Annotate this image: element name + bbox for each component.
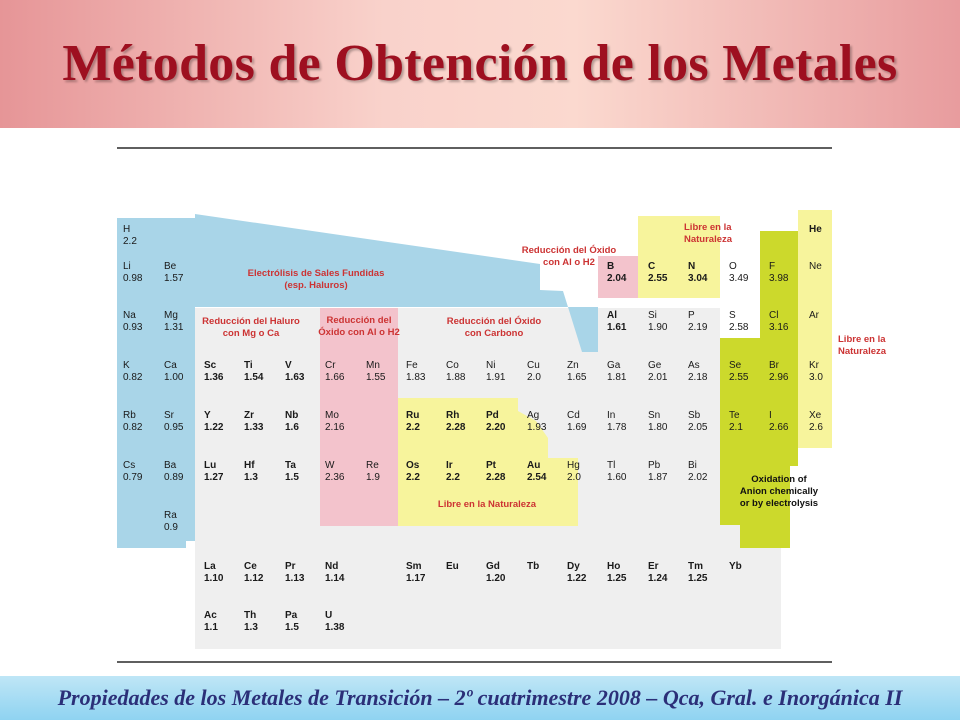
element-symbol: Ce <box>244 561 257 572</box>
element-electronegativity: 2.20 <box>486 422 506 433</box>
element-electronegativity: 1.12 <box>244 573 264 584</box>
element-symbol: Ge <box>648 360 662 371</box>
element-electronegativity: 0.9 <box>164 522 178 533</box>
element-electronegativity: 2.2 <box>406 422 420 433</box>
element-symbol: Ne <box>809 261 822 272</box>
element-pa <box>285 610 299 633</box>
element-electronegativity: 1.80 <box>648 422 668 433</box>
title-banner <box>0 0 960 128</box>
element-symbol: Ru <box>406 410 420 421</box>
element-electronegativity: 0.89 <box>164 472 184 483</box>
element-electronegativity: 1.81 <box>607 372 627 383</box>
element-symbol: Te <box>729 410 740 421</box>
region-label-line: Anion chemically <box>739 486 819 497</box>
element-electronegativity: 1.87 <box>648 472 668 483</box>
element-electronegativity: 2.01 <box>648 372 668 383</box>
element-electronegativity: 1.5 <box>285 622 299 633</box>
element-electronegativity: 1.54 <box>244 372 264 383</box>
element-symbol: Hf <box>244 460 255 471</box>
region-label-free-top <box>684 222 733 245</box>
element-symbol: As <box>688 360 700 371</box>
element-symbol: Ga <box>607 360 621 371</box>
region-label-oxide-al-h2 <box>318 315 399 338</box>
element-symbol: O <box>729 261 737 272</box>
element-symbol: U <box>325 610 333 621</box>
element-hg <box>567 460 581 483</box>
element-electronegativity: 0.82 <box>123 372 143 383</box>
element-electronegativity: 1.69 <box>567 422 587 433</box>
element-electronegativity: 1.57 <box>164 273 184 284</box>
element-symbol: Br <box>769 360 779 371</box>
element-electronegativity: 1.10 <box>204 573 224 584</box>
element-symbol: Au <box>527 460 541 471</box>
region-label-line: or by electrolysis <box>739 498 819 509</box>
element-electronegativity: 2.1 <box>729 422 743 433</box>
element-symbol: Be <box>164 261 177 272</box>
element-symbol: Ca <box>164 360 177 371</box>
element-s <box>729 310 749 333</box>
element-electronegativity: 1.25 <box>607 573 627 584</box>
element-electronegativity: 1.61 <box>607 322 627 333</box>
element-symbol: Na <box>123 310 136 321</box>
region-label-line: Libre en la <box>838 334 886 345</box>
element-symbol: Sn <box>648 410 661 421</box>
element-symbol: Lu <box>204 460 217 471</box>
element-electronegativity: 1.14 <box>325 573 345 584</box>
element-symbol: Sc <box>204 360 217 371</box>
region-label-line: con Al o H2 <box>543 257 595 268</box>
element-electronegativity: 0.79 <box>123 472 143 483</box>
element-symbol: P <box>688 310 695 321</box>
element-symbol: Ag <box>527 410 540 421</box>
region-label-line: Reducción del Óxido <box>521 245 617 256</box>
element-electronegativity: 1.13 <box>285 573 305 584</box>
region-label-line: Reducción del <box>326 315 392 326</box>
element-electronegativity: 1.6 <box>285 422 299 433</box>
element-electronegativity: 2.16 <box>325 422 345 433</box>
element-symbol: Li <box>123 261 131 272</box>
periodic-table-diagram <box>0 128 960 676</box>
element-electronegativity: 2.28 <box>486 472 506 483</box>
element-symbol: Re <box>366 460 379 471</box>
lanthanide-actinide-background <box>195 525 781 649</box>
element-symbol: Cd <box>567 410 580 421</box>
element-yb <box>729 561 742 572</box>
element-electronegativity: 1.66 <box>325 372 345 383</box>
element-electronegativity: 2.36 <box>325 472 345 483</box>
element-symbol: Sr <box>164 410 174 421</box>
element-symbol: Rb <box>123 410 136 421</box>
element-electronegativity: 1.93 <box>527 422 547 433</box>
element-electronegativity: 1.5 <box>285 472 299 483</box>
element-electronegativity: 0.82 <box>123 422 143 433</box>
element-symbol: Eu <box>446 561 459 572</box>
element-symbol: H <box>123 224 131 235</box>
element-symbol: B <box>607 261 615 272</box>
element-symbol: He <box>809 224 822 235</box>
element-electronegativity: 2.28 <box>446 422 466 433</box>
element-symbol: Pt <box>486 460 496 471</box>
element-re <box>366 460 380 483</box>
element-symbol: Cl <box>769 310 779 321</box>
element-symbol: Pa <box>285 610 298 621</box>
element-electronegativity: 1.20 <box>486 573 506 584</box>
region-label-line: Libre en la <box>684 222 732 233</box>
element-symbol: Yb <box>729 561 742 572</box>
element-symbol: Hg <box>567 460 580 471</box>
element-electronegativity: 1.38 <box>325 622 345 633</box>
element-electronegativity: 1.3 <box>244 622 258 633</box>
element-electronegativity: 2.2 <box>123 236 137 247</box>
element-symbol: Fe <box>406 360 418 371</box>
region-label-line: Oxidation of <box>751 474 807 485</box>
element-electronegativity: 0.98 <box>123 273 143 284</box>
element-symbol: Ra <box>164 510 177 521</box>
region-label-anion-oxidation <box>740 474 819 509</box>
element-symbol: Mn <box>366 360 380 371</box>
element-symbol: Zn <box>567 360 579 371</box>
element-symbol: Tb <box>527 561 540 572</box>
region-label-free-noble <box>838 334 887 357</box>
element-symbol: Ac <box>204 610 217 621</box>
region-label-free-metals <box>438 499 537 510</box>
element-electronegativity: 0.95 <box>164 422 184 433</box>
element-symbol: Os <box>406 460 420 471</box>
element-symbol: Tm <box>688 561 703 572</box>
element-electronegativity: 1.60 <box>607 472 627 483</box>
element-electronegativity: 1.78 <box>607 422 627 433</box>
element-electronegativity: 1.22 <box>567 573 587 584</box>
element-electronegativity: 1.25 <box>688 573 708 584</box>
element-symbol: Y <box>204 410 211 421</box>
element-electronegativity: 1.17 <box>406 573 426 584</box>
element-symbol: Pb <box>648 460 661 471</box>
region-label-line: Libre en la Naturaleza <box>437 499 537 510</box>
element-electronegativity: 2.02 <box>688 472 708 483</box>
element-symbol: Cr <box>325 360 336 371</box>
element-ra <box>164 510 178 533</box>
region-label-line: con Carbono <box>464 328 524 339</box>
region-label-line: Reducción del Haluro <box>202 316 300 327</box>
region-label-line: Óxido con Al o H2 <box>318 327 400 338</box>
element-nb <box>285 410 299 433</box>
element-electronegativity: 1.88 <box>446 372 466 383</box>
element-symbol: Gd <box>486 561 500 572</box>
element-electronegativity: 3.04 <box>688 273 708 284</box>
element-symbol: N <box>688 261 696 272</box>
element-symbol: Pr <box>285 561 296 572</box>
region-label-line: (esp. Haluros) <box>284 280 348 291</box>
element-symbol: V <box>285 360 292 371</box>
element-electronegativity: 3.16 <box>769 322 789 333</box>
element-electronegativity: 2.18 <box>688 372 708 383</box>
element-symbol: Ba <box>164 460 177 471</box>
element-electronegativity: 1.24 <box>648 573 668 584</box>
element-electronegativity: 2.55 <box>729 372 749 383</box>
footer-bar <box>0 676 960 720</box>
element-ne <box>809 261 822 272</box>
slide-title: Métodos de Obtención de los Metales <box>62 35 898 92</box>
element-electronegativity: 1.91 <box>486 372 506 383</box>
region-label-line: Reducción del Óxido <box>446 316 542 327</box>
element-th <box>244 610 258 633</box>
element-xe <box>809 410 823 433</box>
element-symbol: Ir <box>446 460 453 471</box>
element-symbol: Zr <box>244 410 254 421</box>
element-electronegativity: 2.66 <box>769 422 789 433</box>
element-electronegativity: 1.22 <box>204 422 224 433</box>
element-electronegativity: 2.04 <box>607 273 627 284</box>
element-symbol: Kr <box>809 360 819 371</box>
element-electronegativity: 1.36 <box>204 372 224 383</box>
region-label-line: con Mg o Ca <box>222 328 280 339</box>
element-electronegativity: 1.90 <box>648 322 668 333</box>
element-symbol: Rh <box>446 410 460 421</box>
element-electronegativity: 1.33 <box>244 422 264 433</box>
element-electronegativity: 3.0 <box>809 372 823 383</box>
element-symbol: Bi <box>688 460 697 471</box>
region-label-line: Naturaleza <box>684 234 733 245</box>
element-symbol: Al <box>607 310 617 321</box>
element-electronegativity: 1.55 <box>366 372 386 383</box>
element-electronegativity: 2.0 <box>567 472 581 483</box>
region-label-line: Naturaleza <box>838 346 887 357</box>
element-electronegativity: 1.1 <box>204 622 218 633</box>
element-symbol: Sb <box>688 410 701 421</box>
element-electronegativity: 1.3 <box>244 472 258 483</box>
element-symbol: Tl <box>607 460 616 471</box>
element-electronegativity: 2.19 <box>688 322 708 333</box>
element-symbol: Si <box>648 310 657 321</box>
footer-caption: Propiedades de los Metales de Transición – 2º cuatrimestre 2008 – Qca, Gral. e Inorgánica II <box>57 685 903 710</box>
element-electronegativity: 3.49 <box>729 273 749 284</box>
element-symbol: K <box>123 360 130 371</box>
element-symbol: Th <box>244 610 257 621</box>
element-ar <box>809 310 820 321</box>
element-electronegativity: 1.00 <box>164 372 184 383</box>
element-electronegativity: 0.93 <box>123 322 143 333</box>
element-symbol: C <box>648 261 656 272</box>
element-electronegativity: 2.6 <box>809 422 823 433</box>
element-symbol: Mo <box>325 410 339 421</box>
element-symbol: W <box>325 460 335 471</box>
element-symbol: Ti <box>244 360 253 371</box>
element-electronegativity: 2.2 <box>446 472 460 483</box>
element-symbol: In <box>607 410 616 421</box>
element-electronegativity: 3.98 <box>769 273 789 284</box>
element-symbol: S <box>729 310 736 321</box>
element-electronegativity: 1.83 <box>406 372 426 383</box>
element-symbol: Dy <box>567 561 580 572</box>
element-symbol: Se <box>729 360 742 371</box>
element-symbol: Cs <box>123 460 136 471</box>
element-electronegativity: 1.31 <box>164 322 184 333</box>
element-ac <box>204 610 218 633</box>
element-symbol: Ni <box>486 360 496 371</box>
element-ru <box>406 410 420 433</box>
element-cu <box>527 360 541 383</box>
element-symbol: Nd <box>325 561 339 572</box>
element-electronegativity: 2.96 <box>769 372 789 383</box>
element-symbol: F <box>769 261 776 272</box>
element-he <box>809 224 822 235</box>
element-symbol: Ho <box>607 561 621 572</box>
element-symbol: Mg <box>164 310 178 321</box>
element-symbol: Er <box>648 561 659 572</box>
element-symbol: Ta <box>285 460 296 471</box>
element-symbol: Pd <box>486 410 499 421</box>
element-symbol: Sm <box>406 561 422 572</box>
element-symbol: Cu <box>527 360 540 371</box>
element-electronegativity: 2.2 <box>406 472 420 483</box>
element-electronegativity: 1.9 <box>366 472 380 483</box>
element-electronegativity: 1.65 <box>567 372 587 383</box>
element-symbol: Nb <box>285 410 299 421</box>
element-symbol: La <box>204 561 216 572</box>
element-symbol: Ar <box>809 310 819 321</box>
element-electronegativity: 1.27 <box>204 472 224 483</box>
element-electronegativity: 2.55 <box>648 273 668 284</box>
element-electronegativity: 2.05 <box>688 422 708 433</box>
element-electronegativity: 2.54 <box>527 472 547 483</box>
element-electronegativity: 2.0 <box>527 372 541 383</box>
region-label-line: Electrólisis de Sales Fundidas <box>247 268 385 279</box>
element-symbol: I <box>769 410 772 421</box>
element-eu <box>446 561 459 572</box>
element-os <box>406 460 420 483</box>
element-symbol: Xe <box>809 410 822 421</box>
element-electronegativity: 2.58 <box>729 322 749 333</box>
element-o <box>729 261 749 284</box>
element-tb <box>527 561 539 572</box>
element-symbol: Co <box>446 360 459 371</box>
element-electronegativity: 1.63 <box>285 372 305 383</box>
